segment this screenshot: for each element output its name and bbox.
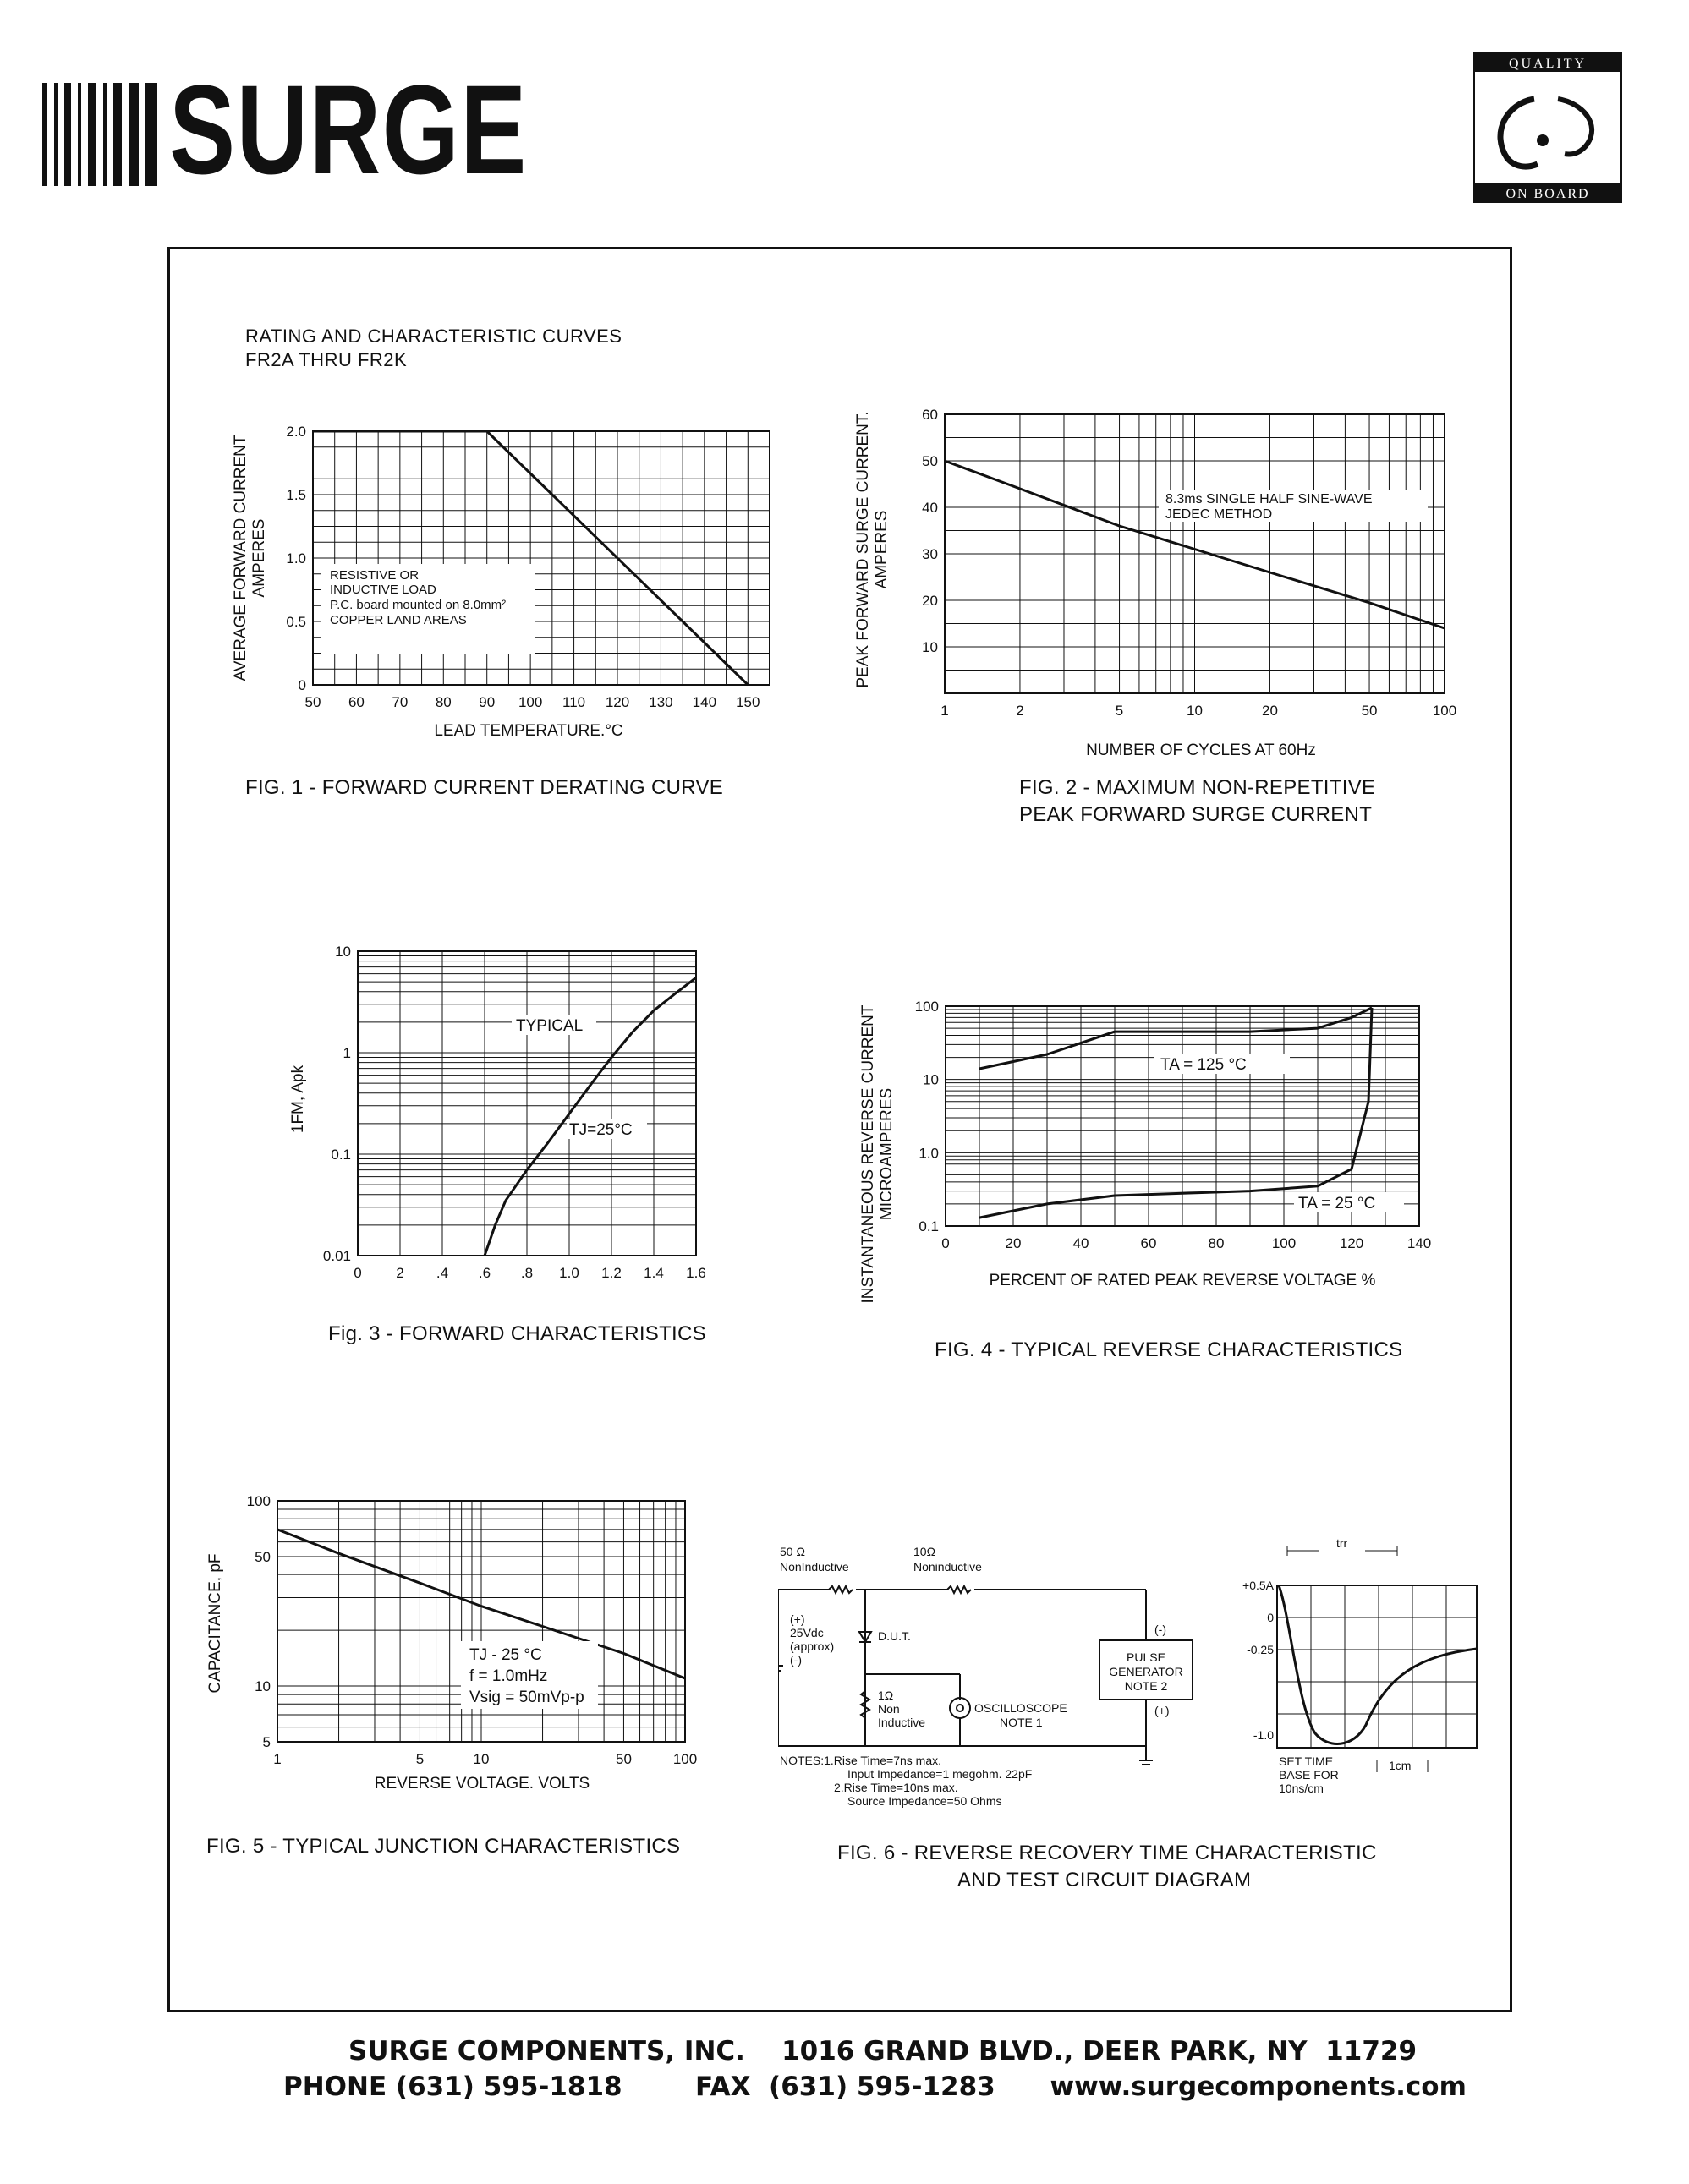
- x-tick-label: .6: [478, 1265, 491, 1281]
- x-tick-label: 2: [396, 1265, 404, 1281]
- y-tick-plus05: +0.5A: [1242, 1579, 1274, 1592]
- y-axis-label: AMPERES: [250, 518, 268, 598]
- x-tick-label: 100: [1432, 703, 1457, 719]
- x-tick-label: 110: [562, 694, 586, 710]
- note-line: JEDEC METHOD: [1165, 507, 1273, 522]
- x-tick-label: .8: [520, 1265, 534, 1281]
- footer-address: SURGE COMPONENTS, INC. 1016 GRAND BLVD., DEER PARK, NY 11729: [348, 2036, 1418, 2066]
- y-tick-label: 100: [914, 999, 939, 1015]
- pg-label2: GENERATOR: [1109, 1665, 1183, 1678]
- note-line: TJ - 25 °C: [469, 1646, 542, 1664]
- x-axis-label: PERCENT OF RATED PEAK REVERSE VOLTAGE %: [989, 1272, 1376, 1289]
- note-line: COPPER LAND AREAS: [330, 613, 467, 627]
- note-line: 8.3ms SINGLE HALF SINE-WAVE: [1165, 492, 1373, 506]
- typical-label: TYPICAL: [516, 1017, 584, 1035]
- y-axis-label: INSTANTANEOUS REVERSE CURRENT: [859, 1004, 877, 1304]
- y-tick-label: 10: [922, 639, 938, 655]
- r1-label: 1Ω: [878, 1689, 894, 1702]
- source-minus: (-): [790, 1653, 802, 1667]
- fig6-waveform: [1209, 1522, 1489, 1809]
- x-tick-label: 1: [940, 703, 949, 719]
- x-tick-label: 120: [605, 694, 630, 710]
- y-tick-label: 50: [922, 453, 938, 469]
- notes-line3: 2.Rise Time=10ns max.: [834, 1781, 958, 1794]
- y-tick-label: 10: [335, 944, 351, 960]
- y-tick-label: 10: [923, 1071, 939, 1088]
- x-tick-label: 60: [1140, 1235, 1157, 1251]
- fig3-chart: [279, 930, 736, 1302]
- x-tick-label: 10: [473, 1751, 490, 1767]
- y-tick-label: 30: [922, 546, 938, 562]
- quality-badge: [1473, 52, 1622, 203]
- x-tick-label: 60: [348, 694, 365, 710]
- footer-contact: PHONE (631) 595-1818 FAX (631) 595-1283 www.surgecomponents.com: [283, 2072, 1467, 2102]
- fig5-caption: FIG. 5 - TYPICAL JUNCTION CHARACTERISTICS: [206, 1835, 681, 1858]
- pg-label1: PULSE: [1127, 1650, 1165, 1664]
- r1-type1: Non: [878, 1702, 900, 1716]
- source-voltage: 25Vdc: [790, 1626, 824, 1639]
- y-tick-label: 2.0: [286, 424, 306, 440]
- x-tick-label: .4: [436, 1265, 449, 1281]
- barcode-icon: [42, 83, 178, 186]
- y-axis-label: MICROAMPERES: [878, 1087, 896, 1221]
- page-title: RATING AND CHARACTERISTIC CURVES: [245, 326, 622, 347]
- fig3-caption: Fig. 3 - FORWARD CHARACTERISTICS: [328, 1322, 706, 1345]
- series-line: [979, 1008, 1372, 1218]
- badge-top-text: QUALITY: [1508, 57, 1588, 71]
- x-axis-label: REVERSE VOLTAGE. VOLTS: [374, 1775, 590, 1793]
- note-line: INDUCTIVE LOAD: [330, 583, 436, 597]
- y-tick-label: 10: [255, 1678, 271, 1695]
- pg-minus: (-): [1154, 1623, 1166, 1636]
- y-tick-label: 1.0: [286, 550, 306, 567]
- x-tick-label: 1.2: [601, 1265, 622, 1281]
- y-tick-label: 0: [298, 677, 306, 693]
- recovery-curve: [1279, 1585, 1477, 1743]
- note-line: f = 1.0mHz: [469, 1667, 548, 1685]
- x-tick-label: 2: [1016, 703, 1024, 719]
- note-line: Vsig = 50mVp-p: [469, 1689, 584, 1706]
- pg-plus: (+): [1154, 1704, 1170, 1717]
- trr-label: trr: [1336, 1536, 1348, 1550]
- y-tick-label: 0.01: [322, 1248, 351, 1264]
- fig1-chart: [228, 419, 787, 757]
- x-tick-label: 100: [518, 694, 543, 710]
- x-tick-label: 100: [1271, 1235, 1297, 1251]
- ta125-label: TA = 125 °C: [1160, 1056, 1247, 1074]
- y-tick-minus1: -1.0: [1253, 1728, 1274, 1742]
- y-tick-label: 0.1: [331, 1147, 351, 1163]
- r10-label: 10Ω: [913, 1545, 936, 1558]
- fig4-chart: [846, 964, 1455, 1327]
- x-tick-label: 50: [615, 1751, 632, 1767]
- y-axis-label: CAPACITANCE, pF: [206, 1553, 224, 1694]
- fig5-chart: [203, 1484, 710, 1822]
- osc-note: NOTE 1: [1000, 1716, 1043, 1729]
- ta25-label: TA = 25 °C: [1298, 1195, 1376, 1212]
- notes-line1: NOTES:1.Rise Time=7ns max.: [780, 1754, 942, 1767]
- x-tick-label: 80: [435, 694, 452, 710]
- logo-barcode: [42, 83, 178, 186]
- x-tick-label: 150: [736, 694, 760, 710]
- x-tick-label: 5: [1115, 703, 1124, 719]
- page-subtitle: FR2A THRU FR2K: [245, 349, 408, 370]
- x-tick-label: 20: [1261, 703, 1278, 719]
- y-tick-label: 5: [262, 1734, 271, 1750]
- x-axis-label: LEAD TEMPERATURE.°C: [434, 722, 623, 740]
- fig2-caption-line2: PEAK FORWARD SURGE CURRENT: [1019, 803, 1373, 826]
- note-line: P.C. board mounted on 8.0mm²: [330, 598, 507, 612]
- x-tick-label: 100: [672, 1751, 698, 1767]
- x-tick-label: 140: [1407, 1235, 1432, 1251]
- y-tick-label: 1.5: [286, 487, 306, 503]
- x-tick-label: 5: [415, 1751, 425, 1767]
- x-tick-label: 50: [1361, 703, 1378, 719]
- notes-line4: Source Impedance=50 Ohms: [847, 1794, 1002, 1808]
- x-tick-label: 50: [304, 694, 321, 710]
- x-tick-label: 70: [392, 694, 409, 710]
- fig4-caption: FIG. 4 - TYPICAL REVERSE CHARACTERISTICS: [935, 1338, 1403, 1361]
- dut-label: D.U.T.: [878, 1629, 911, 1643]
- y-axis-label: PEAK FORWARD SURGE CURRENT.: [854, 411, 872, 688]
- x-tick-label: 0: [941, 1235, 950, 1251]
- y-tick-label: 100: [246, 1493, 271, 1509]
- r50-label: 50 Ω: [780, 1545, 805, 1558]
- r10-type: Noninductive: [913, 1560, 982, 1574]
- cm-label: 1cm: [1389, 1759, 1412, 1772]
- set-time-line2: BASE FOR: [1279, 1768, 1339, 1782]
- osc-label: OSCILLOSCOPE: [974, 1701, 1067, 1715]
- y-tick-label: 0.5: [286, 614, 306, 630]
- pg-label3: NOTE 2: [1124, 1679, 1168, 1693]
- y-axis-label: 1FM, Apk: [289, 1065, 307, 1134]
- y-tick-label: 20: [922, 593, 938, 609]
- y-tick-label: 0.1: [919, 1218, 939, 1234]
- oscilloscope-icon: [950, 1698, 970, 1718]
- fig6-circuit: [778, 1539, 1252, 1818]
- x-tick-label: 10: [1187, 703, 1203, 719]
- tj-label: TJ=25°C: [569, 1121, 633, 1139]
- fig6-caption-line2: AND TEST CIRCUIT DIAGRAM: [957, 1869, 1252, 1891]
- fig2-chart: [837, 402, 1472, 765]
- y-tick-minus025: -0.25: [1247, 1643, 1274, 1656]
- test-circuit-diagram: [778, 1539, 1252, 1818]
- x-tick-label: 1: [273, 1751, 282, 1767]
- x-tick-label: 1.4: [644, 1265, 664, 1281]
- quality-on-board-icon: [1473, 52, 1622, 203]
- reverse-recovery-waveform: [1209, 1522, 1489, 1809]
- x-tick-label: 80: [1208, 1235, 1225, 1251]
- fig6-caption-line1: FIG. 6 - REVERSE RECOVERY TIME CHARACTERISTIC: [837, 1842, 1377, 1864]
- y-tick-label: 60: [922, 407, 938, 423]
- x-tick-label: 130: [649, 694, 673, 710]
- set-time-line3: 10ns/cm: [1279, 1782, 1324, 1795]
- set-time-line1: SET TIME: [1279, 1754, 1334, 1768]
- y-tick-label: 40: [922, 500, 938, 516]
- y-tick-0: 0: [1267, 1611, 1274, 1624]
- x-tick-label: 140: [692, 694, 717, 710]
- badge-bottom-text: ON BOARD: [1505, 187, 1590, 201]
- x-tick-label: 120: [1339, 1235, 1364, 1251]
- note-line: RESISTIVE OR: [330, 568, 420, 583]
- fig1-caption: FIG. 1 - FORWARD CURRENT DERATING CURVE: [245, 776, 724, 799]
- r1-type2: Inductive: [878, 1716, 926, 1729]
- x-tick-label: 20: [1005, 1235, 1022, 1251]
- resistor-10-icon: [947, 1586, 971, 1593]
- x-tick-label: 40: [1072, 1235, 1089, 1251]
- brand-logo: SURGE: [169, 58, 528, 200]
- x-tick-label: 0: [354, 1265, 362, 1281]
- notes-line2: Input Impedance=1 megohm. 22pF: [847, 1767, 1033, 1781]
- x-tick-label: 1.0: [559, 1265, 579, 1281]
- x-tick-label: 1.6: [686, 1265, 706, 1281]
- y-tick-label: 50: [255, 1548, 271, 1565]
- resistor-50-icon: [829, 1586, 853, 1593]
- y-axis-label: AVERAGE FORWARD CURRENT: [232, 435, 250, 681]
- r50-type: NonInductive: [780, 1560, 849, 1574]
- y-tick-label: 1.0: [919, 1145, 939, 1162]
- fig2-caption-line1: FIG. 2 - MAXIMUM NON-REPETITIVE: [1019, 776, 1376, 799]
- x-tick-label: 90: [479, 694, 496, 710]
- y-axis-label: AMPERES: [873, 510, 891, 589]
- source-approx: (approx): [790, 1639, 835, 1653]
- y-tick-label: 1: [343, 1045, 351, 1061]
- x-axis-label: NUMBER OF CYCLES AT 60Hz: [1086, 742, 1316, 759]
- source-plus: (+): [790, 1612, 805, 1626]
